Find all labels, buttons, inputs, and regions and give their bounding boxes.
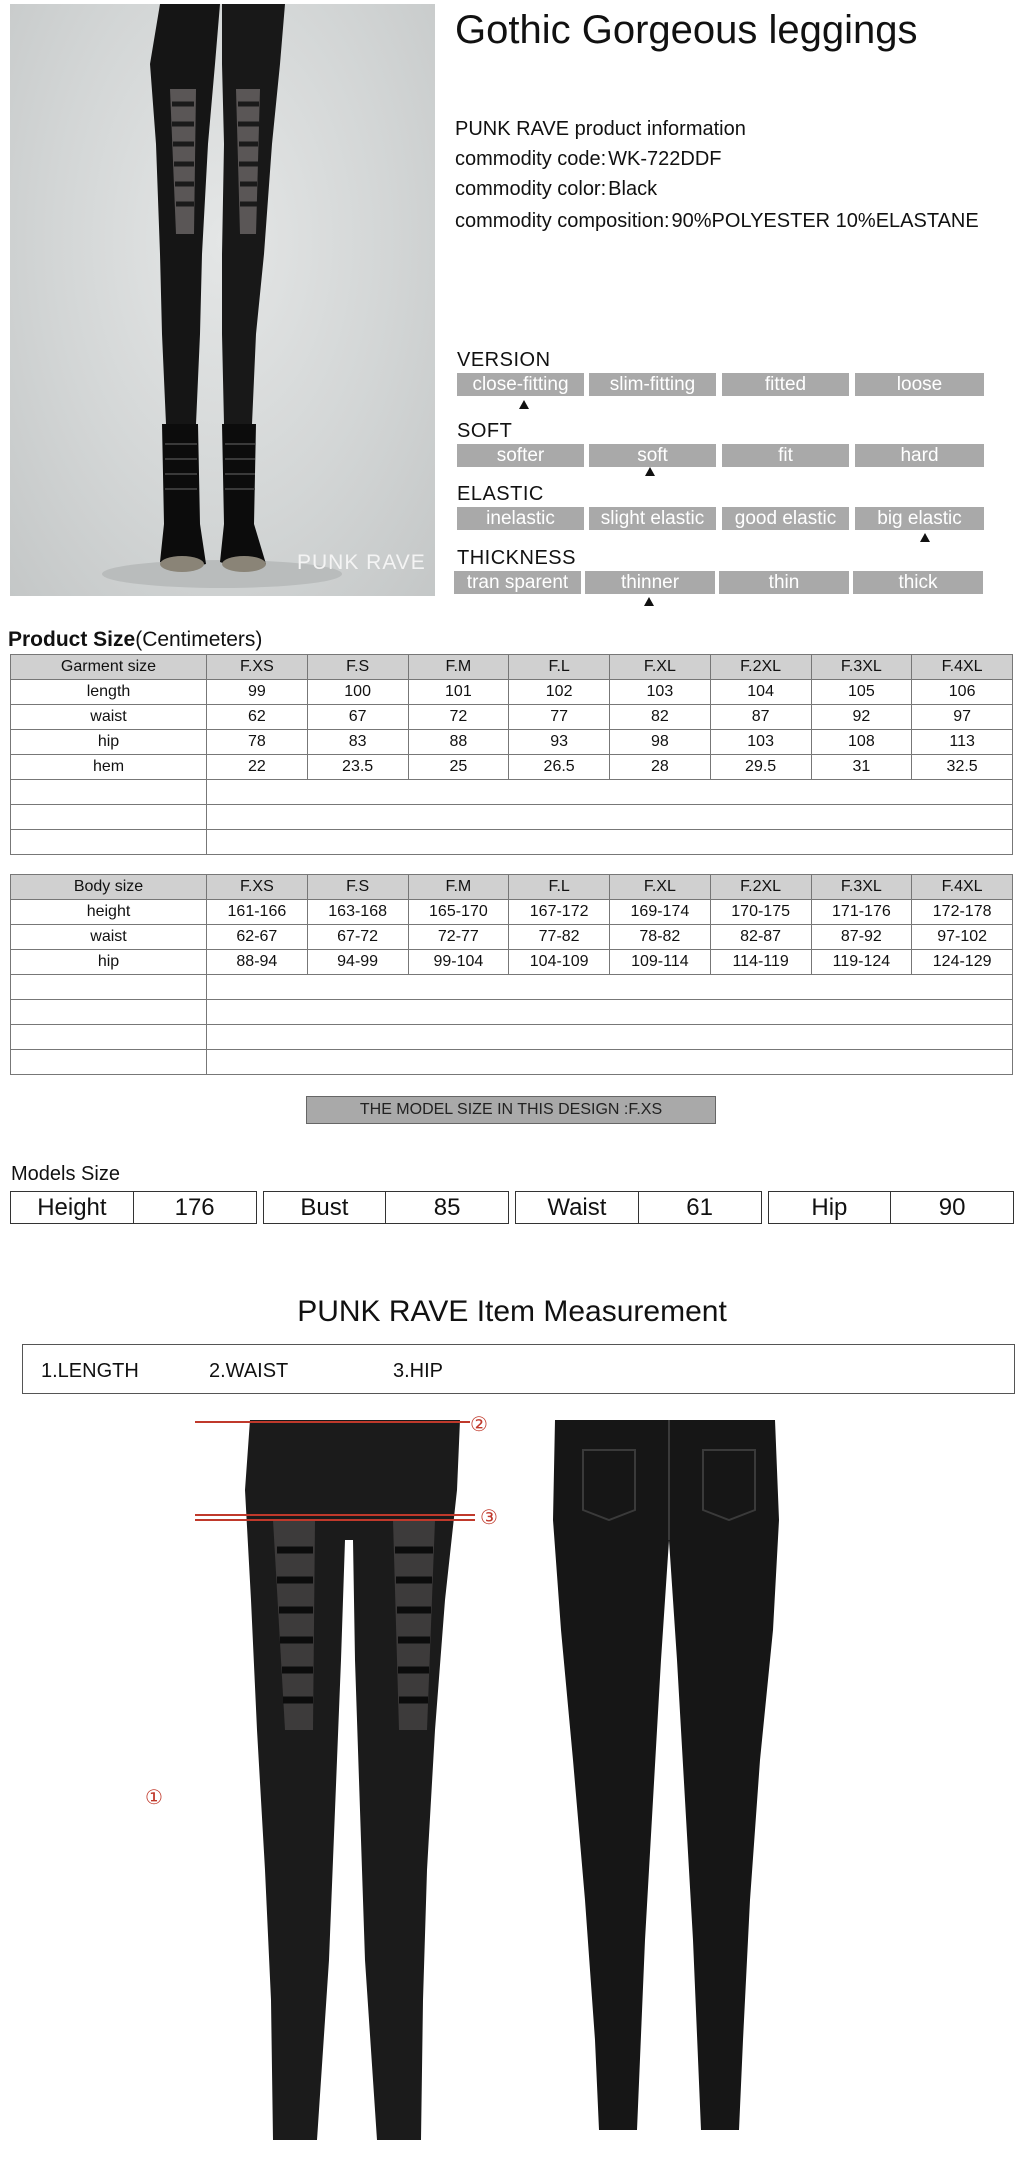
garment-size-table bbox=[10, 654, 1013, 855]
header-cell: F.3XL bbox=[811, 655, 912, 680]
info-heading: PUNK RAVE product information bbox=[455, 118, 746, 140]
header-cell: F.XL bbox=[610, 875, 711, 900]
table-row bbox=[11, 730, 1013, 755]
table-cell: hip bbox=[11, 730, 207, 755]
table-cell: 97-102 bbox=[912, 925, 1013, 950]
scale-option: loose bbox=[855, 373, 984, 396]
soft-selected-marker bbox=[645, 467, 655, 476]
header-cell: F.4XL bbox=[912, 875, 1013, 900]
table-row bbox=[11, 1192, 1014, 1224]
table-cell: 67-72 bbox=[307, 925, 408, 950]
product-size-unit: (Centimeters) bbox=[135, 628, 263, 651]
header-cell: F.S bbox=[307, 655, 408, 680]
scale-option: soft bbox=[589, 444, 716, 467]
color-label: commodity color: bbox=[455, 178, 607, 200]
table-cell: 99 bbox=[207, 680, 308, 705]
scale-option: thin bbox=[719, 571, 849, 594]
elastic-scale bbox=[457, 507, 987, 530]
scale-option: tran sparent bbox=[454, 571, 581, 594]
table-header-row bbox=[11, 655, 1013, 680]
table-cell: waist bbox=[11, 925, 207, 950]
table-cell: 170-175 bbox=[710, 900, 811, 925]
soft-scale bbox=[457, 444, 987, 467]
table-cell: 31 bbox=[811, 755, 912, 780]
legend-length: 1.LENGTH bbox=[41, 1360, 139, 1382]
header-cell: Body size bbox=[11, 875, 207, 900]
table-cell: 104-109 bbox=[509, 950, 610, 975]
table-cell: 161-166 bbox=[207, 900, 308, 925]
table-cell: 26.5 bbox=[509, 755, 610, 780]
table-cell: 62 bbox=[207, 705, 308, 730]
product-size-title bbox=[8, 628, 262, 652]
table-cell: 109-114 bbox=[610, 950, 711, 975]
scale-option: hard bbox=[855, 444, 984, 467]
table-cell: 94-99 bbox=[307, 950, 408, 975]
legend-waist: 2.WAIST bbox=[209, 1360, 289, 1382]
model-label: Waist bbox=[516, 1192, 639, 1224]
scale-option: thinner bbox=[585, 571, 715, 594]
empty-row bbox=[11, 1000, 1013, 1025]
code-value: WK-722DDF bbox=[608, 148, 722, 170]
color-value: Black bbox=[608, 178, 658, 200]
empty-row bbox=[11, 1050, 1013, 1075]
table-cell: 98 bbox=[610, 730, 711, 755]
body-size-table bbox=[10, 874, 1013, 1075]
table-cell: 92 bbox=[811, 705, 912, 730]
table-cell: 104 bbox=[710, 680, 811, 705]
composition-label: commodity composition: bbox=[455, 210, 670, 232]
scale-option: slim-fitting bbox=[589, 373, 716, 396]
thickness-selected-marker bbox=[644, 597, 654, 606]
product-size-heading: Product Size bbox=[8, 628, 136, 651]
header-cell: F.2XL bbox=[710, 655, 811, 680]
model-label: Height bbox=[11, 1192, 134, 1224]
table-cell: 67 bbox=[307, 705, 408, 730]
table-cell: 82-87 bbox=[710, 925, 811, 950]
table-cell: 77 bbox=[509, 705, 610, 730]
header-cell: F.S bbox=[307, 875, 408, 900]
table-cell: 88-94 bbox=[207, 950, 308, 975]
marker-length: ① bbox=[145, 1787, 163, 1809]
scale-option: inelastic bbox=[457, 507, 584, 530]
model-value: 85 bbox=[386, 1192, 509, 1224]
commodity-color bbox=[455, 178, 657, 201]
table-cell: length bbox=[11, 680, 207, 705]
table-row bbox=[11, 680, 1013, 705]
product-photo bbox=[10, 4, 435, 596]
code-label: commodity code: bbox=[455, 148, 607, 170]
table-cell: 169-174 bbox=[610, 900, 711, 925]
commodity-code bbox=[455, 148, 722, 171]
table-cell: 163-168 bbox=[307, 900, 408, 925]
table-cell: height bbox=[11, 900, 207, 925]
model-label: Hip bbox=[768, 1192, 891, 1224]
table-cell: 83 bbox=[307, 730, 408, 755]
table-cell: 103 bbox=[710, 730, 811, 755]
table-cell: hip bbox=[11, 950, 207, 975]
table-cell: 165-170 bbox=[408, 900, 509, 925]
measurement-legend bbox=[22, 1344, 1015, 1394]
composition-value: 90%POLYESTER 10%ELASTANE bbox=[671, 210, 979, 232]
header-cell: F.XL bbox=[610, 655, 711, 680]
marker-hip: ③ bbox=[480, 1507, 498, 1529]
table-cell: 100 bbox=[307, 680, 408, 705]
table-cell: 78-82 bbox=[610, 925, 711, 950]
table-cell: 106 bbox=[912, 680, 1013, 705]
thickness-scale bbox=[454, 571, 984, 594]
scale-option: softer bbox=[457, 444, 584, 467]
table-cell: 101 bbox=[408, 680, 509, 705]
table-cell: 113 bbox=[912, 730, 1013, 755]
model-size-note: THE MODEL SIZE IN THIS DESIGN :F.XS bbox=[306, 1096, 716, 1124]
table-row bbox=[11, 900, 1013, 925]
model-value: 176 bbox=[133, 1192, 256, 1224]
thickness-label: THICKNESS bbox=[457, 547, 576, 569]
table-cell: 93 bbox=[509, 730, 610, 755]
elastic-label: ELASTIC bbox=[457, 483, 544, 505]
marker-waist: ② bbox=[470, 1414, 488, 1436]
table-cell: 82 bbox=[610, 705, 711, 730]
leggings-front-back-illustration bbox=[195, 1400, 815, 2160]
measurement-title: PUNK RAVE Item Measurement bbox=[297, 1295, 727, 1328]
table-cell: 78 bbox=[207, 730, 308, 755]
table-cell: 72-77 bbox=[408, 925, 509, 950]
soft-label: SOFT bbox=[457, 420, 513, 442]
product-title: Gothic Gorgeous leggings bbox=[455, 8, 918, 52]
legend-hip: 3.HIP bbox=[393, 1360, 444, 1382]
table-cell: 87 bbox=[710, 705, 811, 730]
version-scale bbox=[457, 373, 987, 396]
header-cell: F.XS bbox=[207, 655, 308, 680]
table-row bbox=[11, 705, 1013, 730]
table-header-row bbox=[11, 875, 1013, 900]
table-row bbox=[11, 950, 1013, 975]
table-cell: 28 bbox=[610, 755, 711, 780]
table-cell: 29.5 bbox=[710, 755, 811, 780]
commodity-composition bbox=[455, 210, 979, 233]
table-cell: 97 bbox=[912, 705, 1013, 730]
table-cell: 88 bbox=[408, 730, 509, 755]
table-cell: hem bbox=[11, 755, 207, 780]
header-cell: F.4XL bbox=[912, 655, 1013, 680]
model-label: Bust bbox=[263, 1192, 386, 1224]
table-cell: 22 bbox=[207, 755, 308, 780]
table-cell: 171-176 bbox=[811, 900, 912, 925]
table-cell: 72 bbox=[408, 705, 509, 730]
table-cell: 124-129 bbox=[912, 950, 1013, 975]
table-cell: 77-82 bbox=[509, 925, 610, 950]
scale-option: close-fitting bbox=[457, 373, 584, 396]
models-size-title: Models Size bbox=[11, 1163, 120, 1185]
empty-row bbox=[11, 805, 1013, 830]
table-cell: 87-92 bbox=[811, 925, 912, 950]
header-cell: F.3XL bbox=[811, 875, 912, 900]
model-value: 61 bbox=[638, 1192, 761, 1224]
header-cell: F.L bbox=[509, 655, 610, 680]
scale-option: good elastic bbox=[722, 507, 849, 530]
version-selected-marker bbox=[519, 400, 529, 409]
table-cell: 25 bbox=[408, 755, 509, 780]
model-legs-illustration bbox=[10, 4, 435, 596]
table-cell: 108 bbox=[811, 730, 912, 755]
empty-row bbox=[11, 1025, 1013, 1050]
measurement-diagram bbox=[145, 1400, 815, 2160]
scale-option: slight elastic bbox=[589, 507, 716, 530]
table-cell: 167-172 bbox=[509, 900, 610, 925]
table-cell: 119-124 bbox=[811, 950, 912, 975]
table-cell: 102 bbox=[509, 680, 610, 705]
table-row bbox=[11, 755, 1013, 780]
header-cell: F.M bbox=[408, 655, 509, 680]
elastic-selected-marker bbox=[920, 533, 930, 542]
empty-row bbox=[11, 780, 1013, 805]
model-value: 90 bbox=[891, 1192, 1014, 1224]
table-cell: 172-178 bbox=[912, 900, 1013, 925]
table-cell: 62-67 bbox=[207, 925, 308, 950]
table-cell: 23.5 bbox=[307, 755, 408, 780]
models-size-table bbox=[10, 1191, 1014, 1224]
scale-option: fit bbox=[722, 444, 849, 467]
header-cell: F.XS bbox=[207, 875, 308, 900]
header-cell: F.M bbox=[408, 875, 509, 900]
table-cell: 114-119 bbox=[710, 950, 811, 975]
table-cell: 32.5 bbox=[912, 755, 1013, 780]
table-cell: 103 bbox=[610, 680, 711, 705]
scale-option: thick bbox=[853, 571, 983, 594]
table-cell: 105 bbox=[811, 680, 912, 705]
version-label: VERSION bbox=[457, 349, 551, 371]
scale-option: big elastic bbox=[855, 507, 984, 530]
header-cell: F.2XL bbox=[710, 875, 811, 900]
table-row bbox=[11, 925, 1013, 950]
table-cell: waist bbox=[11, 705, 207, 730]
table-cell: 99-104 bbox=[408, 950, 509, 975]
empty-row bbox=[11, 830, 1013, 855]
header-cell: F.L bbox=[509, 875, 610, 900]
header-cell: Garment size bbox=[11, 655, 207, 680]
scale-option: fitted bbox=[722, 373, 849, 396]
empty-row bbox=[11, 975, 1013, 1000]
watermark: PUNK RAVE bbox=[297, 551, 426, 574]
